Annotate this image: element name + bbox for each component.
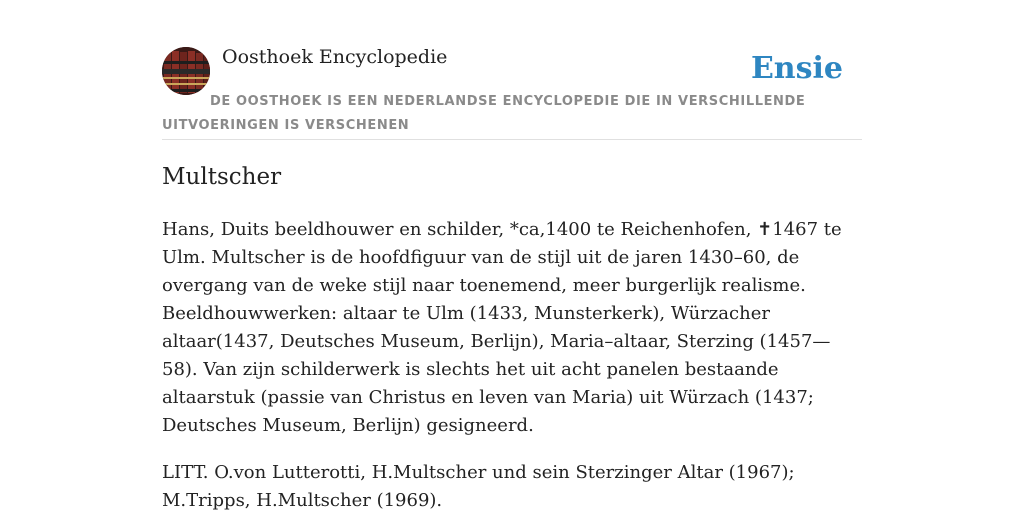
article-title: Multscher	[162, 164, 282, 190]
encyclopedia-books-icon[interactable]	[162, 47, 210, 95]
site-name[interactable]: Oosthoek Encyclopedie	[222, 46, 448, 68]
article-paragraph: Hans, Duits beeldhouwer en schilder, *ca,1400 te Reichenhofen, ✝1467 te Ulm. Multscher is de hoofdfiguur van de stijl uit de jaren 1430–60, de overgang van de weke stijl naar toenemend, meer burgerlijk realisme. Beeldhouwwerken: altaar te Ulm (1433, Munsterkerk), Würzacher altaar(1437, Deutsches Museum, Berlijn), Maria–altaar, Sterzing (1457—58). Van zijn schilderwerk is slechts het uit acht panelen bestaande altaarstuk (passie van Christus en leven van Maria) uit Würzach (1437; Deutsches Museum, Berlijn) gesigneerd.	[162, 219, 842, 436]
article-references: LITT. O.von Lutterotti, H.Multscher und sein Sterzinger Altar (1967); M.Tripps, H.Multscher (1969).	[162, 462, 795, 511]
page-container	[162, 44, 862, 511]
brand-logo[interactable]: Ensie	[750, 51, 843, 86]
site-header	[162, 44, 862, 140]
site-tagline: DE OOSTHOEK IS EEN NEDERLANDSE ENCYCLOPEDIE DIE IN VERSCHILLENDE UITVOERINGEN IS VERSCHENEN	[162, 94, 806, 133]
article-body	[162, 216, 862, 512]
